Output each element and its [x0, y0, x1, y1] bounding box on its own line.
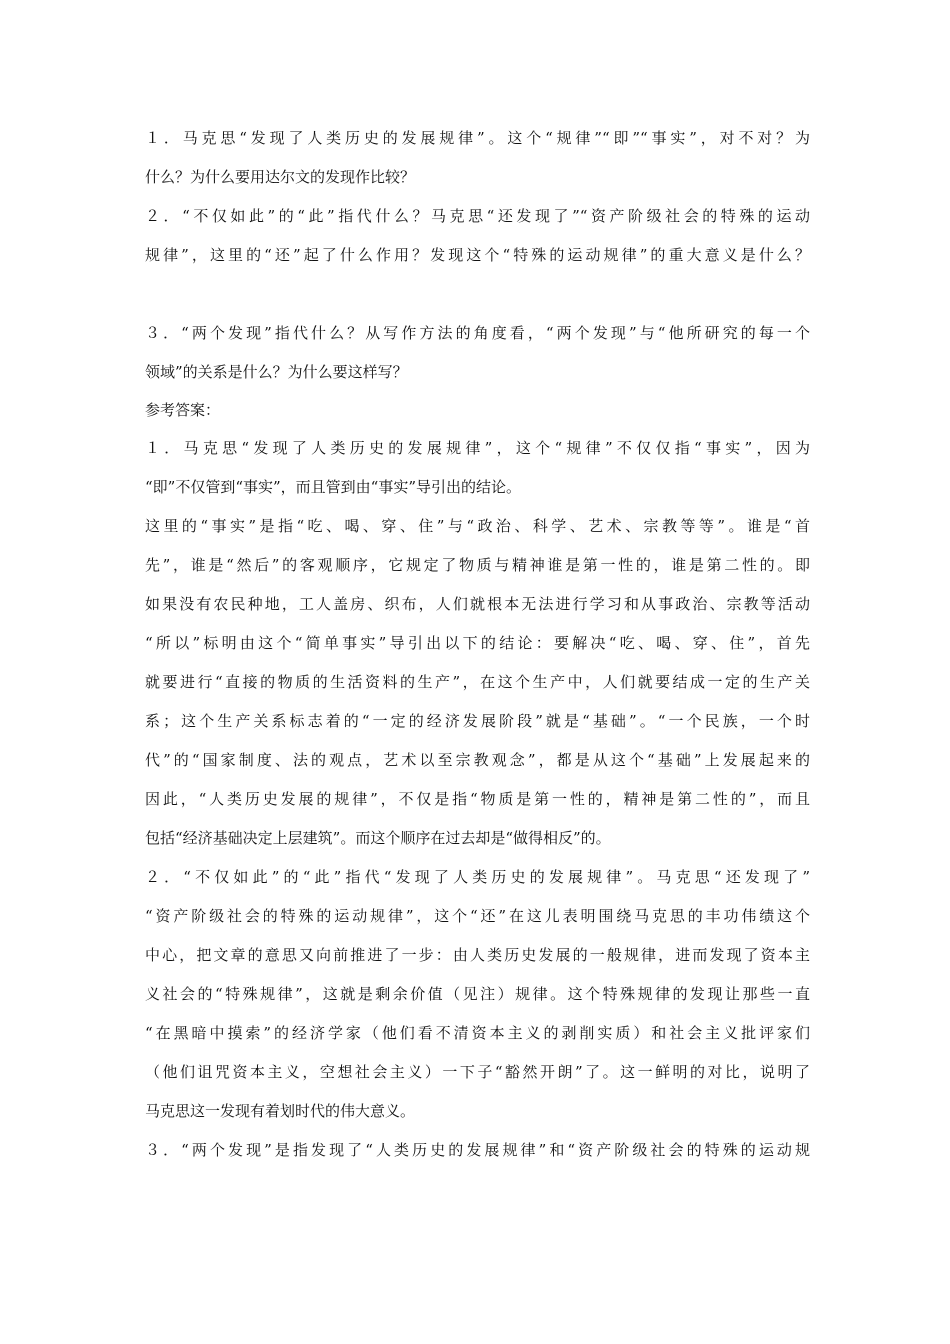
answer-1-line-9: 代”的“国家制度、法的观点，艺术以至宗教观念”，都是从这个“基础”上发展起来的 — [145, 751, 810, 769]
answer-1-line-4: 先”，谁是“然后”的客观顺序，它规定了物质与精神谁是第一性的，谁是第二性的。即 — [145, 556, 810, 574]
answer-1-line-2: “即”不仅管到“事实”，而且管到由“事实”导引出的结论。 — [145, 478, 522, 496]
answer-1-line-8: 系；这个生产关系标志着的“一定的经济发展阶段”就是“基础”。“一个民族，一个时 — [145, 712, 810, 730]
answer-3-line-1: ３．“两个发现”是指发现了“人类历史的发展规律”和“资产阶级社会的特殊的运动规 — [145, 1141, 810, 1159]
document-page — [145, 0, 810, 1344]
answer-1-line-7: 就要进行“直接的物质的生活资料的生产”，在这个生产中，人们就要结成一定的生产关 — [145, 673, 810, 691]
answer-2-line-6: （他们诅咒资本主义，空想社会主义）一下子“豁然开朗”了。这一鲜明的对比，说明了 — [145, 1063, 810, 1081]
question-3-line-1: ３．“两个发现”指代什么？从写作方法的角度看，“两个发现”与“他所研究的每一个 — [145, 324, 810, 342]
answer-1-line-10: 因此，“人类历史发展的规律”，不仅是指“物质是第一性的，精神是第二性的”，而且 — [145, 790, 810, 808]
answer-2-line-2: “资产阶级社会的特殊的运动规律”，这个“还”在这儿表明围绕马克思的丰功伟绩这个 — [145, 907, 810, 925]
question-1-line-1: １．马克思“发现了人类历史的发展规律”。这个“规律”“即”“事实”，对不对？为 — [145, 129, 810, 147]
answers-heading: 参考答案： — [145, 401, 221, 419]
answer-1-line-6: “所以”标明由这个“简单事实”导引出以下的结论：要解决“吃、喝、穿、住”，首先 — [145, 634, 810, 652]
answer-2-line-5: “在黑暗中摸索”的经济学家（他们看不清资本主义的剥削实质）和社会主义批评家们 — [145, 1024, 810, 1042]
answer-2-line-4: 义社会的“特殊规律”，这就是剩余价值（见注）规律。这个特殊规律的发现让那些一直 — [145, 985, 810, 1003]
question-3-line-2: 领域”的关系是什么？为什么要这样写？ — [145, 363, 408, 381]
question-1-line-2: 什么？为什么要用达尔文的发现作比较？ — [145, 168, 416, 186]
question-2-line-2: 规律”，这里的“还”起了什么作用？发现这个“特殊的运动规律”的重大意义是什么？ — [145, 246, 810, 264]
answer-1-line-5: 如果没有农民种地，工人盖房、织布，人们就根本无法进行学习和从事政治、宗教等活动 — [145, 595, 810, 613]
answer-2-line-1: ２．“不仅如此”的“此”指代“发现了人类历史的发展规律”。马克思“还发现了” — [145, 868, 810, 886]
question-2-line-1: ２．“不仅如此”的“此”指代什么？马克思“还发现了”“资产阶级社会的特殊的运动 — [145, 207, 810, 225]
answer-1-line-11: 包括“经济基础决定上层建筑”。而这个顺序在过去却是“做得相反”的。 — [145, 829, 611, 847]
answer-1-line-3: 这里的“事实”是指“吃、喝、穿、住”与“政治、科学、艺术、宗教等等”。谁是“首 — [145, 517, 810, 535]
answer-1-line-1: １．马克思“发现了人类历史的发展规律”，这个“规律”不仅仅指“事实”，因为 — [145, 439, 810, 457]
answer-2-line-7: 马克思这一发现有着划时代的伟大意义。 — [145, 1102, 416, 1120]
answer-2-line-3: 中心，把文章的意思又向前推进了一步：由人类历史发展的一般规律，进而发现了资本主 — [145, 946, 810, 964]
